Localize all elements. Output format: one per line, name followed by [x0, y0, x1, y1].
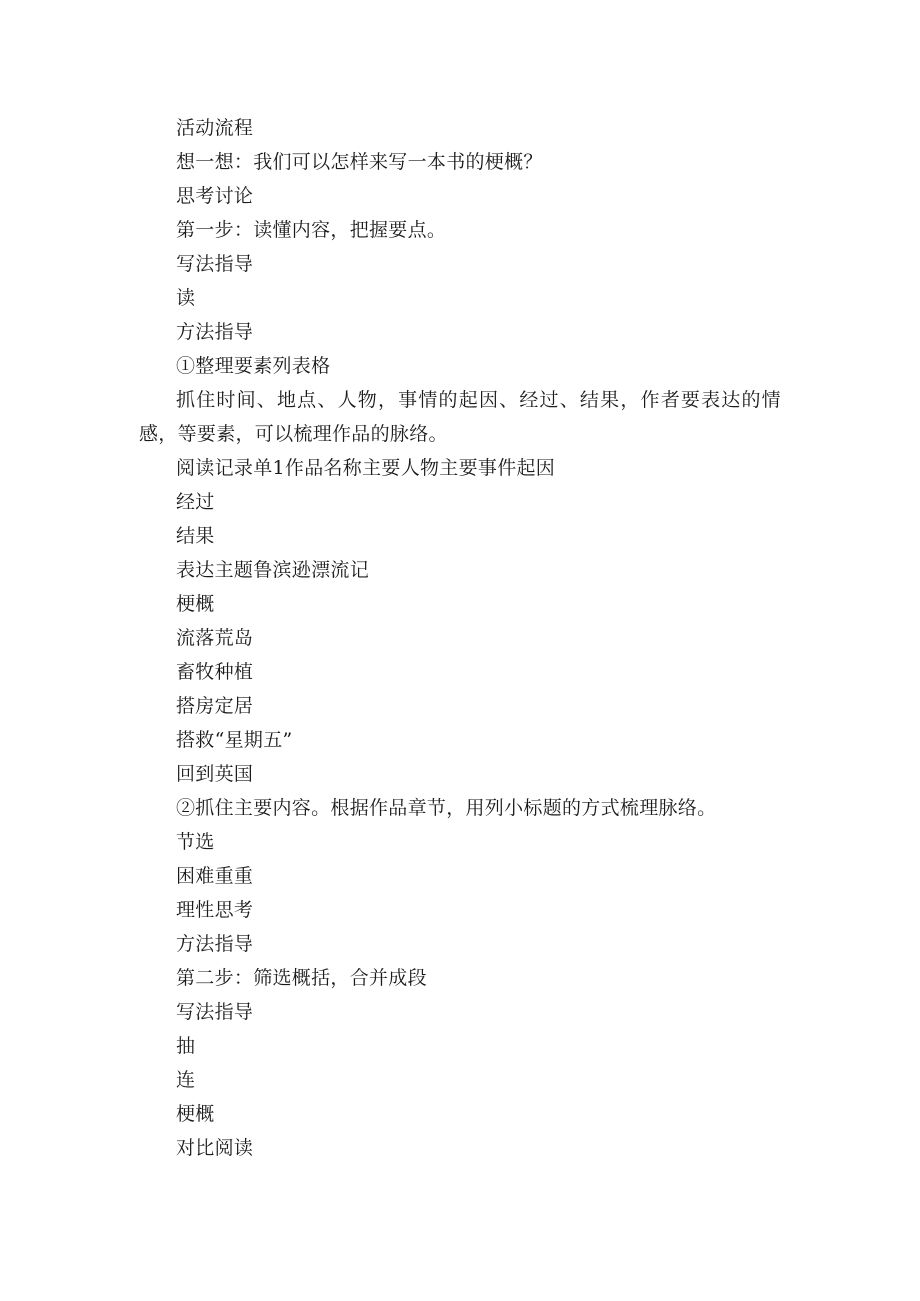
text-line: 写法指导 [176, 253, 254, 275]
heading-activity-flow: 活动流程 [176, 117, 254, 139]
text-line: 连 [176, 1069, 196, 1091]
text-line: 梗概 [176, 1103, 215, 1125]
text-line: 流落荒岛 [176, 627, 254, 649]
text-line: 搭救“星期五” [176, 729, 293, 751]
text-line: 结果 [176, 525, 215, 547]
elements-paragraph: 抓住时间、地点、人物，事情的起因、经过、结果，作者要表达的情感，等要素，可以梳理作品的脉络。 [139, 389, 781, 445]
text-line: 理性思考 [176, 899, 254, 921]
step-one-line: 第一步：读懂内容，把握要点。 [176, 219, 447, 241]
text-line: 表达主题鲁滨逊漂流记 [176, 559, 370, 581]
step-two-line: 第二步：筛选概括，合并成段 [176, 967, 427, 989]
text-line: 读 [176, 287, 196, 309]
text-line: 对比阅读 [176, 1137, 254, 1159]
text-line: 节选 [176, 831, 215, 853]
document-body [139, 111, 781, 1165]
text-line: 困难重重 [176, 865, 254, 887]
text-line: 回到英国 [176, 763, 254, 785]
text-line: 方法指导 [176, 321, 254, 343]
text-line: 搭房定居 [176, 695, 254, 717]
question-line: 想一想：我们可以怎样来写一本书的梗概？ [176, 151, 543, 173]
text-line: 梗概 [176, 593, 215, 615]
text-line: 经过 [176, 491, 215, 513]
text-line: 抽 [176, 1035, 196, 1057]
main-content-line: ②抓住主要内容。根据作品章节，用列小标题的方式梳理脉络。 [176, 797, 717, 819]
text-line: 思考讨论 [176, 185, 254, 207]
text-line: 方法指导 [176, 933, 254, 955]
text-line: 写法指导 [176, 1001, 254, 1023]
text-line: 畜牧种植 [176, 661, 254, 683]
text-line: ①整理要素列表格 [176, 355, 331, 377]
reading-record-line: 阅读记录单1作品名称主要人物主要事件起因 [176, 457, 556, 479]
